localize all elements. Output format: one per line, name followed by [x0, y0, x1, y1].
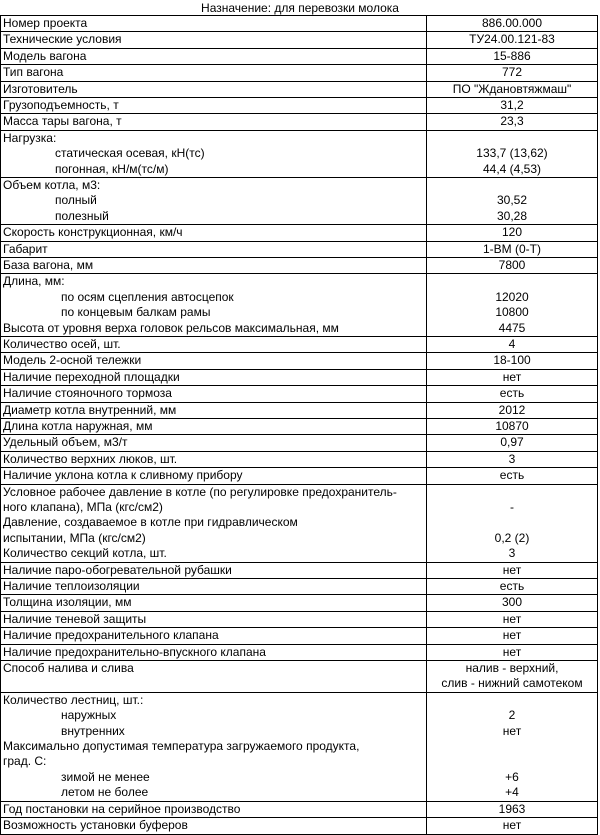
spec-row	[0, 434, 598, 451]
spec-value: 1-ВМ (0-Т)	[483, 241, 541, 256]
spec-value: налив - верхний,	[465, 661, 559, 675]
spec-line	[1, 82, 597, 97]
spec-value: 10800	[495, 305, 529, 320]
spec-line	[1, 16, 597, 31]
spec-row	[0, 611, 598, 628]
spec-line	[1, 274, 597, 289]
spec-line	[1, 739, 597, 754]
spec-line	[1, 785, 597, 800]
spec-line	[1, 98, 597, 113]
spec-label: Модель вагона	[3, 48, 87, 63]
spec-label: по концевым балкам рамы	[61, 305, 211, 320]
spec-label: Номер проекта	[3, 16, 88, 30]
spec-row	[0, 578, 598, 595]
spec-value: 30,28	[496, 208, 528, 223]
spec-value: 12020	[495, 289, 529, 304]
spec-label: Длина котла наружная, мм	[3, 419, 153, 433]
spec-table	[0, 15, 597, 832]
spec-line	[1, 209, 597, 224]
spec-value: 23,3	[500, 114, 524, 129]
spec-row	[0, 660, 598, 693]
spec-line	[1, 178, 597, 193]
spec-row	[0, 627, 598, 644]
spec-label: Толщина изоляции, мм	[3, 595, 132, 610]
spec-label: Условное рабочее давление в котле (по регулировке предохранитель-	[3, 484, 397, 499]
spec-value: 18-100	[493, 353, 531, 368]
spec-row	[0, 801, 598, 818]
spec-value: 120	[501, 225, 523, 240]
spec-value: 3	[508, 546, 516, 561]
spec-row	[0, 64, 598, 81]
spec-label: Диаметр котла внутренний, мм	[3, 402, 177, 417]
spec-label: летом не более	[61, 785, 149, 800]
spec-line	[1, 193, 597, 208]
spec-value: 772	[501, 65, 523, 80]
spec-row	[0, 484, 598, 563]
spec-value: нет	[502, 369, 522, 384]
spec-row	[0, 257, 598, 274]
spec-label: полный	[55, 193, 97, 208]
spec-value: 4475	[498, 320, 526, 335]
spec-value: ПО "Ждановтяжмаш"	[452, 81, 572, 96]
spec-value: 31,2	[500, 98, 524, 112]
spec-label: Год постановки на серийное производство	[3, 801, 241, 816]
spec-label: Наличие переходной площадки	[3, 369, 180, 384]
spec-line	[1, 579, 597, 594]
spec-label: Масса тары вагона, т	[3, 114, 122, 129]
spec-line	[1, 724, 597, 739]
spec-line	[1, 146, 597, 161]
spec-label: Наличие предохранительно-впускного клапана	[3, 644, 266, 659]
spec-value: нет	[502, 644, 522, 659]
spec-line	[1, 258, 597, 273]
spec-value: ТУ24.00.121-83	[469, 32, 555, 47]
spec-line	[1, 225, 597, 240]
spec-value: 3	[508, 451, 516, 466]
spec-line	[1, 531, 597, 546]
spec-label: внутренних	[61, 723, 125, 738]
spec-value: 886.00.000	[481, 16, 543, 30]
spec-value: 0,97	[500, 435, 524, 450]
spec-label: зимой не менее	[61, 769, 150, 784]
spec-value: 10870	[495, 419, 529, 433]
spec-value: есть	[499, 386, 525, 401]
spec-line	[1, 612, 597, 627]
table-caption: Назначение: для перевозки молока	[201, 1, 399, 15]
spec-value: 44,4 (4,53)	[482, 161, 542, 176]
spec-label: Количество секций котла, шт.	[3, 546, 167, 561]
spec-label: Количество лестниц, шт.:	[3, 692, 144, 707]
spec-row	[0, 594, 598, 611]
spec-row	[0, 644, 598, 661]
spec-line	[1, 162, 597, 177]
spec-label: испытании, МПа (кгс/см2)	[3, 530, 146, 545]
spec-line	[1, 770, 597, 785]
spec-value: есть	[499, 468, 525, 483]
spec-row	[0, 418, 598, 435]
spec-line	[1, 676, 597, 691]
spec-label: Удельный объем, м3/т	[3, 435, 128, 450]
spec-line	[1, 485, 597, 500]
spec-value: есть	[499, 579, 525, 593]
spec-line	[1, 818, 597, 833]
spec-line	[1, 645, 597, 660]
spec-line	[1, 65, 597, 80]
spec-value: 2012	[498, 402, 526, 417]
spec-label: Габарит	[3, 241, 48, 256]
spec-label: Возможность установки буферов	[3, 818, 188, 832]
spec-line	[1, 32, 597, 47]
spec-value: 0,2 (2)	[494, 530, 530, 545]
spec-line	[1, 403, 597, 418]
spec-label: Наличие теневой защиты	[3, 611, 147, 626]
spec-line	[1, 419, 597, 434]
spec-row	[0, 692, 598, 802]
spec-label: Длина, мм:	[3, 274, 65, 289]
spec-row	[0, 273, 598, 337]
spec-value: нет	[502, 818, 522, 832]
spec-row	[0, 48, 598, 65]
spec-value: +4	[505, 785, 519, 800]
spec-label: Максимально допустимая температура загружаемого продукта,	[3, 738, 360, 753]
spec-row	[0, 81, 598, 98]
spec-label: по осям сцепления автосцепок	[61, 289, 234, 304]
spec-row	[0, 451, 598, 468]
spec-label: Скорость конструкционная, км/ч	[3, 225, 183, 240]
spec-value: +6	[505, 769, 519, 784]
spec-label: Изготовитель	[3, 81, 78, 96]
spec-row	[0, 352, 598, 369]
spec-line	[1, 337, 597, 352]
spec-value: 1963	[498, 801, 526, 816]
spec-row	[0, 817, 598, 835]
spec-line	[1, 370, 597, 385]
spec-line	[1, 468, 597, 483]
spec-value: -	[510, 499, 514, 514]
spec-row	[0, 402, 598, 419]
spec-label: Объем котла, м3:	[3, 178, 101, 192]
spec-value: нет	[502, 562, 522, 577]
spec-value: 15-886	[493, 48, 531, 63]
spec-line	[1, 114, 597, 129]
spec-label: Наличие теплоизоляции	[3, 579, 140, 593]
spec-line	[1, 290, 597, 305]
spec-row	[0, 467, 598, 484]
spec-row	[0, 241, 598, 258]
spec-label: База вагона, мм	[3, 258, 94, 272]
spec-value: слив - нижний самотеком	[441, 676, 583, 691]
spec-value: нет	[502, 628, 522, 643]
spec-row	[0, 562, 598, 579]
spec-value: нет	[502, 723, 522, 738]
spec-label: Модель 2-осной тележки	[3, 353, 142, 368]
spec-line	[1, 595, 597, 610]
spec-line	[1, 321, 597, 336]
spec-label: Наличие уклона котла к сливному прибору	[3, 468, 243, 483]
spec-line	[1, 452, 597, 467]
spec-value: 300	[501, 595, 523, 610]
spec-value: 7800	[498, 258, 526, 272]
spec-row	[0, 385, 598, 402]
spec-label: наружных	[61, 708, 117, 723]
spec-line	[1, 693, 597, 708]
spec-label: Давление, создаваемое в котле при гидравлическом	[3, 515, 298, 530]
spec-value: 30,52	[496, 193, 528, 208]
spec-line	[1, 708, 597, 723]
spec-line	[1, 546, 597, 561]
spec-line	[1, 305, 597, 320]
spec-row	[0, 97, 598, 114]
spec-line	[1, 515, 597, 530]
spec-label: Технические условия	[3, 32, 122, 47]
spec-label: Наличие паро-обогревательной рубашки	[3, 562, 232, 577]
spec-line	[1, 386, 597, 401]
spec-row	[0, 224, 598, 241]
spec-label: Наличие предохранительного клапана	[3, 628, 219, 643]
spec-line	[1, 435, 597, 450]
spec-label: Способ налива и слива	[3, 661, 134, 675]
spec-label: ного клапана), МПа (кгс/см2)	[3, 499, 163, 514]
spec-label: погонная, кН/м(тс/м)	[55, 161, 169, 176]
spec-line	[1, 242, 597, 257]
spec-line	[1, 628, 597, 643]
spec-row	[0, 177, 598, 225]
spec-row	[0, 15, 598, 32]
spec-label: Наличие стояночного тормоза	[3, 386, 172, 401]
spec-label: статическая осевая, кН(тс)	[55, 146, 205, 161]
spec-row	[0, 336, 598, 353]
spec-value: нет	[502, 611, 522, 626]
spec-label: град. С:	[3, 754, 47, 769]
spec-row	[0, 369, 598, 386]
spec-label: Тип вагона	[3, 65, 64, 80]
spec-label: Количество осей, шт.	[3, 337, 121, 351]
spec-line	[1, 500, 597, 515]
spec-line	[1, 131, 597, 146]
spec-label: Количество верхних люков, шт.	[3, 451, 178, 466]
spec-value: 133,7 (13,62)	[476, 146, 548, 161]
spec-row	[0, 113, 598, 130]
spec-line	[1, 802, 597, 817]
spec-row	[0, 130, 598, 178]
spec-line	[1, 353, 597, 368]
spec-line	[1, 49, 597, 64]
spec-value: 2	[508, 708, 516, 723]
spec-label: полезный	[55, 208, 109, 223]
spec-line	[1, 754, 597, 769]
spec-label: Нагрузка:	[3, 130, 57, 145]
spec-label: Высота от уровня верха головок рельсов максимальная, мм	[3, 320, 339, 335]
spec-value: 4	[508, 337, 516, 351]
spec-line	[1, 563, 597, 578]
spec-label: Грузоподъемность, т	[3, 98, 119, 112]
spec-line	[1, 661, 597, 676]
spec-row	[0, 31, 598, 48]
